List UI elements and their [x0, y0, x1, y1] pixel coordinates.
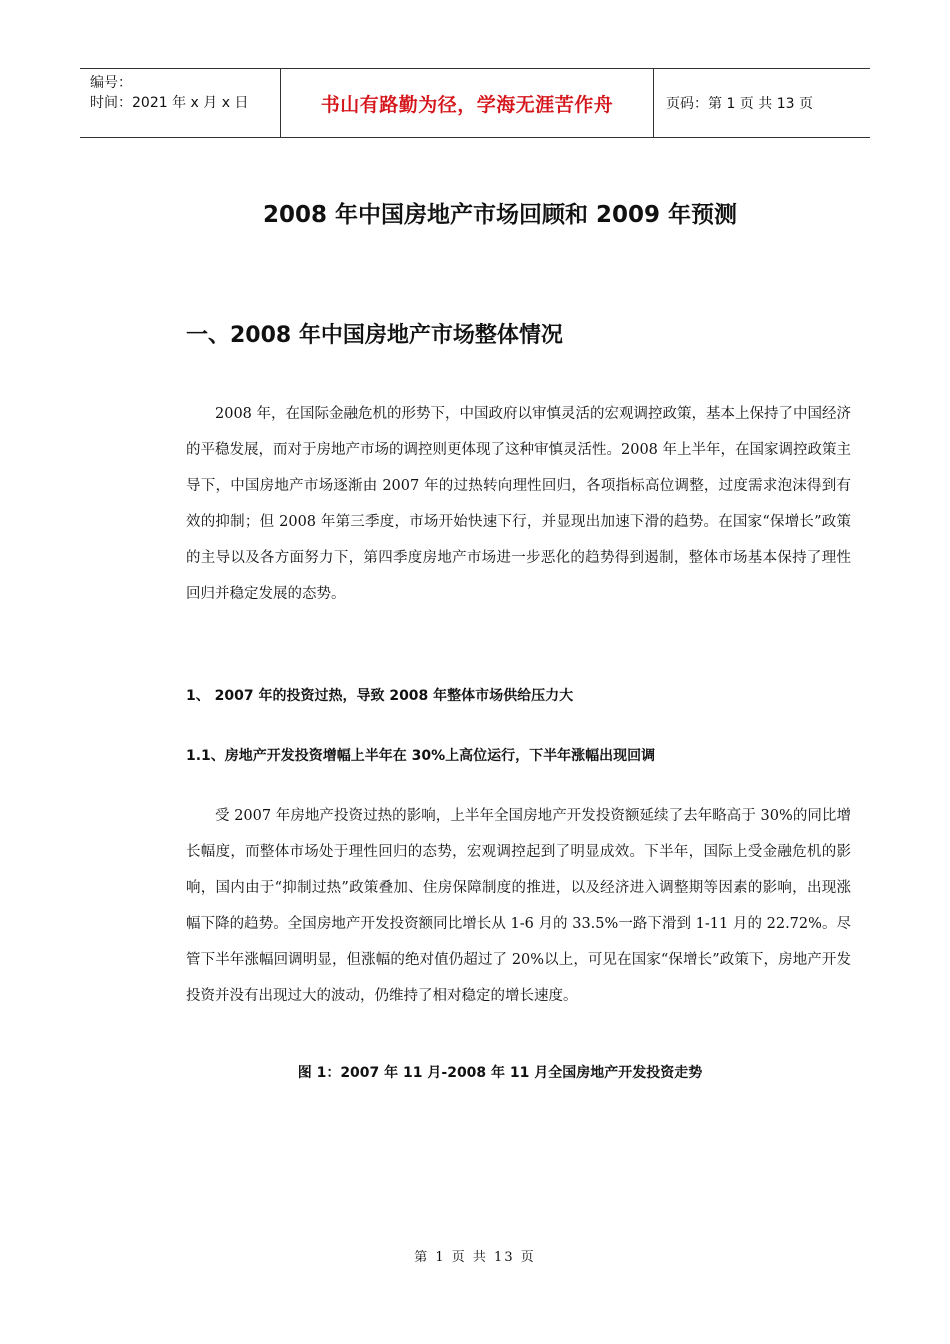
header-motto-cell: [281, 69, 654, 137]
time-label: 时间：2021 年 x 月 x 日: [90, 95, 249, 111]
section-heading: 一、2008 年中国房地产市场整体情况: [186, 323, 563, 348]
header-meta-cell: [80, 69, 281, 137]
document-title: 2008 年中国房地产市场回顾和 2009 年预测: [262, 202, 738, 228]
page-footer: 第 1 页 共 13 页: [414, 1250, 536, 1265]
motto-text: 书山有路勤为径，学海无涯苦作舟: [320, 93, 614, 116]
paragraph-investment: 受 2007 年房地产投资过热的影响，上半年全国房地产开发投资额延续了去年略高于 30%的同比增长幅度，而整体市场处于理性回归的态势，宏观调控起到了明显成效。下半年，国际上受金融危机的影响，国内由于“抑制过热”政策叠加、住房保障制度的推进，以及经济进入调整期等因素的影响，出现涨幅下降的趋势。全国房地产开发投资额同比增长从 1-6 月的 33.5%一路下滑到 1-11 月的 22.72%。尽管下半年涨幅回调明显，但涨幅的绝对值仍超过了 20%以上，可见在国家“保增长”政策下，房地产开发投资并没有出现过大的波动，仍维持了相对稳定的增长速度。: [186, 808, 851, 1004]
page-info: 页码：第 1 页 共 13 页: [666, 96, 813, 112]
number-label: 编号：: [90, 75, 132, 91]
subheading-investment: 1、 2007 年的投资过热，导致 2008 年整体市场供给压力大: [186, 688, 574, 704]
header-table: [80, 68, 870, 138]
figure-caption: 图 1：2007 年 11 月-2008 年 11 月全国房地产开发投资走势: [297, 1065, 703, 1081]
subheading-development-investment: 1.1、房地产开发投资增幅上半年在 30%上高位运行，下半年涨幅出现回调: [186, 748, 656, 764]
header-page-cell: [654, 69, 870, 137]
paragraph-overview: 2008 年，在国际金融危机的形势下，中国政府以审慎灵活的宏观调控政策，基本上保持了中国经济的平稳发展，而对于房地产市场的调控则更体现了这种审慎灵活性。2008 年上半年，在国家调控政策主导下，中国房地产市场逐渐由 2007 年的过热转向理性回归，各项指标高位调整，过度需求泡沫得到有效的抑制；但 2008 年第三季度，市场开始快速下行，并显现出加速下滑的趋势。在国家“保增长”政策的主导以及各方面努力下，第四季度房地产市场进一步恶化的趋势得到遏制，整体市场基本保持了理性回归并稳定发展的态势。: [186, 406, 852, 602]
